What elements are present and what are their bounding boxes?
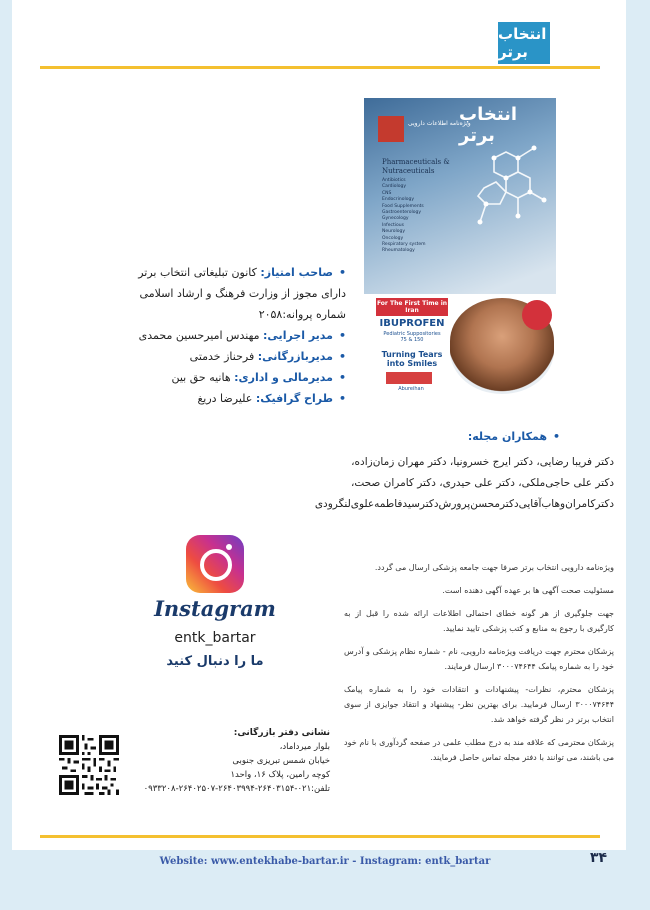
instagram-flash (226, 544, 232, 550)
info-value: کانون تبلیغاتی انتخاب برتر (138, 266, 257, 279)
cover-specialty: Infectious (382, 222, 404, 228)
info-row: •صاحب امتیاز: کانون تبلیغاتی انتخاب برتر (138, 266, 346, 279)
info-row: •مدیربازرگانی: فرحناز خدمتی (189, 350, 346, 363)
address-line: بلوار میرداماد، (279, 742, 330, 752)
info-row: •طراح گرافیک: علیرضا دریغ (197, 392, 346, 405)
info-label: مدیر اجرایی: (263, 329, 333, 342)
info-label: مدیرمالی و اداری: (234, 371, 333, 384)
ad-doses-text: 75 & 150 (400, 337, 424, 343)
qr-code (59, 735, 119, 795)
cover-ad-layer (364, 98, 556, 396)
collaborators-list (314, 452, 614, 515)
info-value: مهندس امیرحسین محمدی (138, 329, 260, 342)
cover-specialty: Rheumatology (382, 248, 415, 254)
cover-specialty: Respiratory system (382, 242, 426, 248)
ad-brand: Abureihan (398, 386, 424, 392)
cover-specialty: Oncology (382, 235, 404, 241)
instagram-icon (186, 535, 244, 593)
note-paragraph: پزشکان محترم، نظرات- پیشنهادات و انتقادات خود را به شماره پیامک ۳۰۰۰۷۴۶۴۴ ارسال فرمایید. برای بهترین نظر- پیشنهاد و انتقاد جوایزی از سوی انتخاب برتر در نظر گرفته خواهد شد. (344, 685, 614, 724)
cover-specialty: Neurology (382, 229, 406, 235)
collaborators-line: دکتر فریبا رضایی، دکتر ایرج خسرونیا، دکتر مهران زمان‌زاده، (351, 456, 614, 468)
cover-specialty: Antibiotics (382, 178, 406, 183)
ad-product-box (386, 372, 432, 384)
cover-pharma-line-1: Pharmaceuticals & (382, 158, 450, 166)
cover-specialty: Gastroenterology (382, 210, 422, 216)
info-value: هانیه حق بین (171, 371, 231, 384)
info-value: شماره پروانه:۲۰۵۸ (258, 308, 346, 321)
ad-product-name: IBUPROFEN (379, 318, 445, 329)
info-value: فرحناز خدمتی (189, 350, 255, 363)
info-label: صاحب امتیاز: (260, 266, 333, 279)
cover-pharma-line-2: Nutraceuticals (382, 167, 435, 175)
page-number: ۳۴ (590, 850, 608, 866)
cover-subtitle: ویژه‌نامه اطلاعات دارویی (408, 120, 471, 127)
collaborators-line: دکتر علی حاجی‌ملکی، دکتر علی حیدری، دکتر کامران صحت، (350, 477, 614, 489)
ad-badge (522, 300, 552, 330)
cover-title: انتخاب برتر (459, 104, 518, 146)
follow-us-text: ما را دنبال کنید (166, 654, 264, 669)
cover-specialty: CNS (382, 190, 392, 196)
address-line: خیابان شمس تبریزی جنوبی (232, 756, 330, 766)
page-frame-right (626, 0, 650, 910)
note-paragraph: ویژه‌نامه دارویی انتخاب برتر صرفا جهت جامعه پزشکی ارسال می گردد. (374, 563, 614, 572)
address-title: نشانی دفتر بازرگانی: (233, 728, 330, 738)
collaborators-heading: •همکاران مجله: (467, 430, 560, 443)
cover-specialty: Cardiology (382, 184, 407, 190)
collaborators-line: دکترکامران‌وهاب‌آقایی‌دکترمحسن‌پرورش‌دکترسیدفاطمه‌علوی‌لنگرودی (314, 498, 614, 510)
info-row (60, 304, 346, 325)
ad-first-time-banner: For The First Time in Iran (376, 300, 448, 314)
instagram-handle[interactable]: entk_bartar (174, 630, 256, 646)
info-row: •مدیرمالی و اداری: هانیه حق بین (171, 371, 346, 384)
ad-product-form (376, 331, 448, 343)
info-label: طراح گرافیک: (255, 392, 333, 405)
notes-section (344, 560, 614, 773)
masthead-info (60, 262, 346, 409)
info-label: مدیربازرگانی: (257, 350, 333, 363)
note-paragraph: مسئولیت صحت آگهی ها بر عهده آگهی دهنده است. (442, 586, 614, 595)
top-rule (40, 66, 600, 69)
note-paragraph: جهت جلوگیری از هر گونه خطای احتمالی اطلاعات ارائه شده را قبل از به کارگیری با رجوع به منابع و کتب پزشکی تایید نمایید. (344, 609, 614, 633)
note-paragraph: پزشکان محترمی که علاقه مند به درج مطلب علمی در صفحه گردآوری با نام خود می باشند، می توانند با دفتر مجله تماس حاصل فرمایند. (344, 738, 614, 762)
page-frame-left (0, 0, 12, 910)
footer-text: Website: www.entekhabe-bartar.ir - Instagram: entk_bartar (159, 856, 491, 867)
cover-specialty: Gynecology (382, 216, 409, 222)
cover-specialty: Food Supplements (382, 203, 424, 209)
info-value: دارای مجوز از وزارت فرهنگ و ارشاد اسلامی (139, 287, 346, 300)
address-phone: تلفن:۰۲۱-۲۶۴۰۳۱۵۴-۲۶۴۰۳۹۹۴-۲۶۴۰۲۵۰۷-۰۹۳۳۲۰۸ (143, 784, 330, 794)
cover-specialty: Endocrinology (382, 197, 415, 203)
info-row: •مدیر اجرایی: مهندس امیرحسین محمدی (138, 329, 346, 342)
office-address (124, 726, 330, 796)
ad-tagline: Turning Tears into Smiles (381, 350, 443, 368)
address-line: کوچه رامین، پلاک ۱۶، واحد۱ (230, 770, 330, 780)
instagram-wordmark: Instagram (154, 596, 276, 621)
note-paragraph: پزشکان محترم جهت دریافت ویژه‌نامه دارویی، نام - شماره نظام پزشکی و آدرس خود را به شماره پیامک ۳۰۰۰۷۴۶۴۴ ارسال فرمایند. (344, 647, 614, 671)
instagram-lens (200, 549, 232, 581)
logo-text: انتخاب برتر (498, 25, 547, 61)
info-row (60, 283, 346, 304)
info-value: علیرضا دریغ (197, 392, 253, 405)
ad-form-text: Pediatric Suppositories (383, 331, 441, 337)
collaborators-heading-text: همکاران مجله: (467, 430, 547, 443)
bottom-rule (40, 835, 600, 838)
magazine-logo (498, 22, 550, 64)
